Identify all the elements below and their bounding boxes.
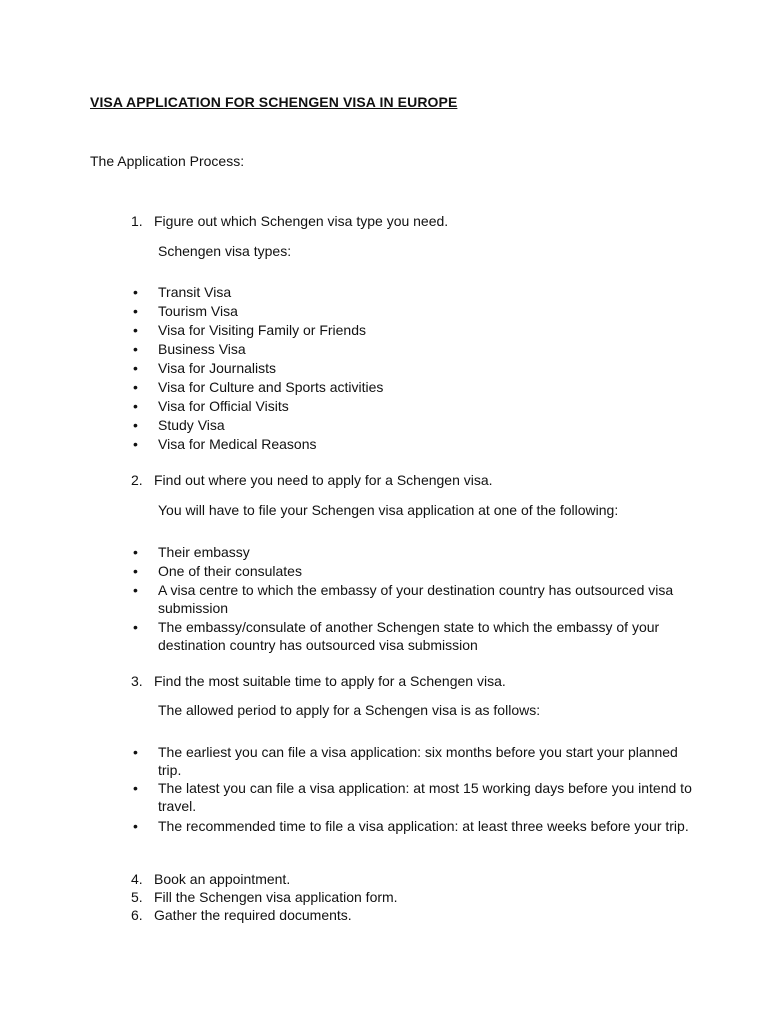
list-item: Visa for Culture and Sports activities: [158, 379, 384, 395]
list-item: Transit Visa: [158, 284, 232, 300]
step-text: Find out where you need to apply for a Schengen visa.: [154, 472, 493, 488]
bullet-icon: •: [133, 379, 138, 395]
bullet-icon: •: [133, 436, 138, 452]
list-item: Business Visa: [158, 341, 246, 357]
step-text: Gather the required documents.: [154, 907, 352, 923]
bullet-icon: •: [133, 341, 138, 357]
document-title: VISA APPLICATION FOR SCHENGEN VISA IN EUROPE: [90, 94, 458, 110]
step-text: Book an appointment.: [154, 871, 291, 887]
step-text: Figure out which Schengen visa type you need.: [154, 213, 449, 229]
list-item: Tourism Visa: [158, 303, 238, 319]
step-intro: Schengen visa types:: [158, 243, 292, 259]
step-number: 4.: [131, 871, 143, 887]
list-item: The embassy/consulate of another Schengen state to which the embassy of your destination country has outsourced visa submission: [158, 619, 660, 653]
step-text: Fill the Schengen visa application form.: [154, 889, 398, 905]
step-number: 2.: [131, 472, 143, 488]
list-item: Their embassy: [158, 544, 250, 560]
step-intro: The allowed period to apply for a Schengen visa is as follows:: [158, 702, 541, 718]
list-item: Visa for Visiting Family or Friends: [158, 322, 366, 338]
step-intro: You will have to file your Schengen visa application at one of the following:: [158, 502, 619, 518]
list-item: The earliest you can file a visa application: six months before you start your planned trip.: [158, 744, 678, 778]
bullet-icon: •: [133, 360, 138, 376]
list-item: Visa for Journalists: [158, 360, 277, 376]
step-text: Find the most suitable time to apply for a Schengen visa.: [154, 673, 506, 689]
bullet-icon: •: [133, 544, 138, 560]
list-item: Visa for Official Visits: [158, 398, 289, 414]
bullet-icon: •: [133, 744, 138, 760]
step-number: 5.: [131, 889, 143, 905]
bullet-icon: •: [133, 619, 138, 635]
list-item: Study Visa: [158, 417, 225, 433]
step-number: 1.: [131, 213, 143, 229]
bullet-icon: •: [133, 818, 138, 834]
list-item: Visa for Medical Reasons: [158, 436, 317, 452]
bullet-icon: •: [133, 417, 138, 433]
list-item: A visa centre to which the embassy of your destination country has outsourced visa submission: [158, 582, 674, 616]
step-number: 3.: [131, 673, 143, 689]
section-heading: The Application Process:: [90, 153, 245, 169]
bullet-icon: •: [133, 780, 138, 796]
bullet-icon: •: [133, 284, 138, 300]
bullet-icon: •: [133, 398, 138, 414]
list-item: The recommended time to file a visa application: at least three weeks before your trip.: [158, 818, 689, 834]
bullet-icon: •: [133, 563, 138, 579]
bullet-icon: •: [133, 303, 138, 319]
bullet-icon: •: [133, 582, 138, 598]
step-number: 6.: [131, 907, 143, 923]
list-item: One of their consulates: [158, 563, 302, 579]
list-item: The latest you can file a visa application: at most 15 working days before you intend to travel.: [158, 780, 692, 814]
bullet-icon: •: [133, 322, 138, 338]
